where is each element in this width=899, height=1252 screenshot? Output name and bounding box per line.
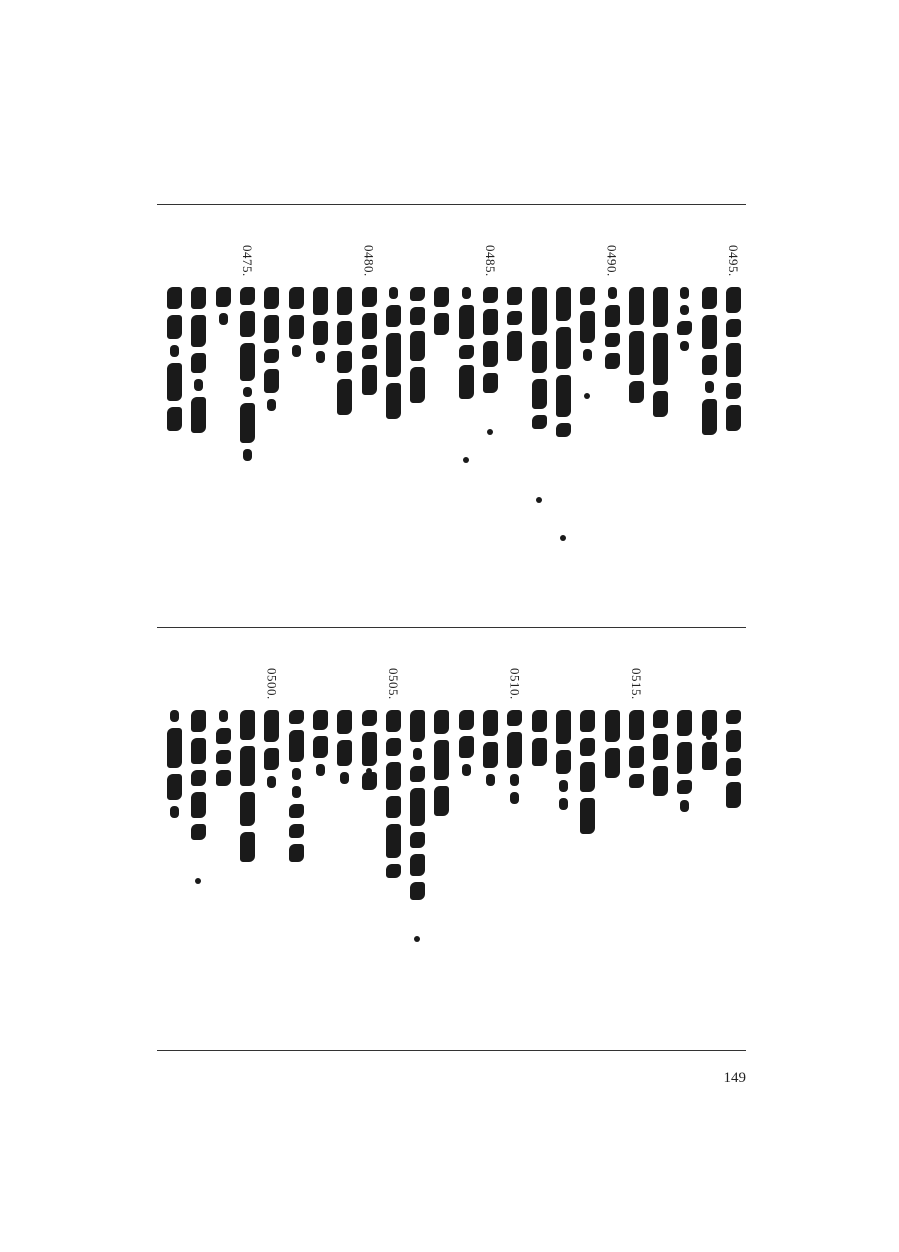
- script-word: [386, 710, 401, 732]
- script-word: [459, 365, 474, 399]
- script-word: [170, 806, 179, 818]
- punctuation-mark: [366, 768, 372, 774]
- script-word: [705, 381, 714, 393]
- text-column: [628, 245, 648, 615]
- script-word: [386, 762, 401, 790]
- script-word: [507, 710, 522, 726]
- script-word: [459, 345, 474, 359]
- script-word: [680, 800, 689, 812]
- script-word: [267, 776, 276, 788]
- script-word: [289, 315, 304, 339]
- text-column: [263, 245, 283, 615]
- script-word: [629, 746, 644, 768]
- script-word: [580, 287, 595, 305]
- script-word: [434, 287, 449, 307]
- text-column: [676, 245, 696, 615]
- punctuation-mark: [195, 878, 201, 884]
- script-word: [556, 710, 571, 744]
- script-word: [680, 305, 689, 315]
- text-column: [336, 245, 356, 615]
- script-word: [559, 798, 568, 810]
- script-word: [386, 738, 401, 756]
- line-number: 0485.: [483, 245, 498, 277]
- script-word: [410, 307, 425, 325]
- script-word: [653, 710, 668, 728]
- script-word: [483, 710, 498, 736]
- text-column: [458, 668, 478, 1038]
- text-column: [361, 245, 381, 615]
- text-column: [676, 668, 696, 1038]
- script-word: [362, 287, 377, 307]
- script-word: [410, 367, 425, 403]
- script-word: [386, 824, 401, 858]
- script-word: [191, 315, 206, 347]
- text-block-upper: [157, 245, 746, 615]
- script-word: [459, 736, 474, 758]
- script-word: [313, 287, 328, 315]
- script-word: [629, 287, 644, 325]
- text-column: [312, 245, 332, 615]
- script-word: [556, 287, 571, 321]
- script-word: [483, 287, 498, 303]
- script-word: [191, 397, 206, 433]
- script-word: [605, 748, 620, 778]
- text-column: [190, 245, 210, 615]
- script-word: [653, 391, 668, 417]
- text-column: [531, 245, 551, 615]
- script-word: [434, 740, 449, 780]
- punctuation-mark: [463, 457, 469, 463]
- script-word: [191, 353, 206, 373]
- text-column: [166, 668, 186, 1038]
- script-word: [653, 766, 668, 796]
- script-word: [191, 792, 206, 818]
- script-word: [507, 287, 522, 305]
- script-word: [532, 379, 547, 409]
- script-word: [216, 750, 231, 764]
- script-word: [532, 738, 547, 766]
- text-column: [409, 245, 429, 615]
- script-word: [653, 287, 668, 327]
- script-word: [653, 333, 668, 385]
- script-word: [386, 864, 401, 878]
- script-word: [243, 449, 252, 461]
- script-word: [462, 764, 471, 776]
- script-word: [167, 774, 182, 800]
- text-column: [579, 668, 599, 1038]
- text-column: [409, 668, 429, 1038]
- script-word: [677, 710, 692, 736]
- text-column: [555, 245, 575, 615]
- script-word: [292, 768, 301, 780]
- script-word: [702, 710, 717, 736]
- line-number: 0510.: [507, 668, 523, 700]
- script-word: [702, 742, 717, 770]
- text-column: [336, 668, 356, 1038]
- text-column: [604, 668, 624, 1038]
- script-word: [556, 750, 571, 774]
- text-column: [701, 668, 721, 1038]
- script-word: [191, 710, 206, 732]
- line-number: 0515.: [628, 668, 644, 700]
- script-word: [240, 792, 255, 826]
- script-word: [726, 782, 741, 808]
- script-word: [483, 341, 498, 367]
- script-word: [410, 854, 425, 876]
- script-word: [507, 311, 522, 325]
- text-column: [385, 668, 405, 1038]
- text-column: [288, 668, 308, 1038]
- script-word: [605, 333, 620, 347]
- script-word: [507, 331, 522, 361]
- script-word: [292, 345, 301, 357]
- script-word: [556, 423, 571, 437]
- script-word: [556, 375, 571, 417]
- script-word: [510, 792, 519, 804]
- script-word: [726, 758, 741, 776]
- script-word: [532, 287, 547, 335]
- script-word: [264, 287, 279, 309]
- text-column: [458, 245, 478, 615]
- script-word: [219, 710, 228, 722]
- script-word: [267, 399, 276, 411]
- script-word: [240, 710, 255, 740]
- script-word: [167, 363, 182, 401]
- line-number: 0495.: [726, 245, 741, 277]
- script-word: [289, 287, 304, 309]
- script-word: [559, 780, 568, 792]
- text-column: [652, 668, 672, 1038]
- line-number: 0490.: [604, 245, 620, 277]
- text-column: [166, 245, 186, 615]
- script-word: [240, 343, 255, 381]
- script-word: [240, 403, 255, 443]
- script-word: [289, 804, 304, 818]
- script-word: [386, 333, 401, 377]
- script-word: [629, 381, 644, 403]
- script-word: [410, 331, 425, 361]
- line-number: 0500.: [264, 668, 280, 700]
- script-word: [532, 341, 547, 373]
- text-column: [361, 668, 381, 1038]
- text-column: [482, 245, 502, 615]
- script-word: [410, 287, 425, 301]
- script-word: [386, 305, 401, 327]
- text-column: [239, 668, 259, 1038]
- script-word: [362, 345, 377, 359]
- script-word: [629, 774, 644, 788]
- script-word: [289, 730, 304, 762]
- script-word: [337, 710, 352, 734]
- script-word: [362, 772, 377, 790]
- script-word: [337, 287, 352, 315]
- script-word: [337, 740, 352, 766]
- text-column: [385, 245, 405, 615]
- script-word: [313, 710, 328, 730]
- punctuation-mark: [414, 936, 420, 942]
- script-word: [532, 415, 547, 429]
- script-word: [434, 313, 449, 335]
- script-word: [677, 780, 692, 794]
- punctuation-mark: [560, 535, 566, 541]
- script-word: [680, 287, 689, 299]
- text-column: [506, 245, 526, 615]
- script-word: [726, 710, 741, 724]
- script-word: [240, 287, 255, 305]
- script-word: [389, 287, 398, 299]
- script-word: [580, 762, 595, 792]
- text-column: [215, 245, 235, 615]
- script-word: [264, 748, 279, 770]
- script-word: [677, 742, 692, 774]
- script-word: [510, 774, 519, 786]
- script-word: [240, 832, 255, 862]
- text-column: [288, 245, 308, 615]
- script-word: [580, 710, 595, 732]
- text-column: [215, 668, 235, 1038]
- script-word: [316, 764, 325, 776]
- script-word: [170, 710, 179, 722]
- text-column: [604, 245, 624, 615]
- script-word: [459, 305, 474, 339]
- script-word: [386, 383, 401, 419]
- script-word: [483, 742, 498, 768]
- script-word: [413, 748, 422, 760]
- script-word: [313, 736, 328, 758]
- text-column: [531, 668, 551, 1038]
- text-column: [433, 668, 453, 1038]
- script-word: [264, 315, 279, 343]
- text-block-lower: [157, 668, 746, 1038]
- text-column: [433, 245, 453, 615]
- text-column: [555, 668, 575, 1038]
- script-word: [580, 798, 595, 834]
- script-word: [216, 728, 231, 744]
- script-word: [362, 732, 377, 766]
- line-number: 0480.: [361, 245, 377, 277]
- script-word: [483, 309, 498, 335]
- middle-rule: [157, 627, 746, 628]
- script-word: [726, 343, 741, 377]
- script-word: [386, 796, 401, 818]
- text-column: [482, 668, 502, 1038]
- script-word: [702, 287, 717, 309]
- script-word: [629, 710, 644, 740]
- script-word: [340, 772, 349, 784]
- script-word: [337, 321, 352, 345]
- script-word: [243, 387, 252, 397]
- script-word: [240, 746, 255, 786]
- script-word: [556, 327, 571, 369]
- script-word: [605, 305, 620, 327]
- script-word: [167, 407, 182, 431]
- text-column: [239, 245, 259, 615]
- script-word: [191, 770, 206, 786]
- script-word: [653, 734, 668, 760]
- script-word: [459, 710, 474, 730]
- bottom-rule: [157, 1050, 746, 1051]
- script-word: [216, 770, 231, 786]
- text-column: [506, 668, 526, 1038]
- script-word: [434, 710, 449, 734]
- text-column: [652, 245, 672, 615]
- script-word: [289, 844, 304, 862]
- script-word: [629, 331, 644, 375]
- page-number: 149: [723, 1070, 746, 1086]
- script-word: [337, 351, 352, 373]
- script-word: [726, 405, 741, 431]
- script-word: [362, 710, 377, 726]
- line-number: 0475.: [240, 245, 255, 277]
- script-word: [191, 738, 206, 764]
- script-word: [462, 287, 471, 299]
- script-word: [702, 315, 717, 349]
- script-word: [289, 824, 304, 838]
- text-column: [725, 668, 745, 1038]
- script-word: [580, 738, 595, 756]
- script-word: [434, 786, 449, 816]
- script-word: [264, 710, 279, 742]
- script-word: [726, 319, 741, 337]
- script-word: [410, 710, 425, 742]
- text-column: [579, 245, 599, 615]
- text-column: [190, 668, 210, 1038]
- script-word: [191, 824, 206, 840]
- script-word: [216, 287, 231, 307]
- script-word: [507, 732, 522, 768]
- script-word: [410, 766, 425, 782]
- script-word: [289, 710, 304, 724]
- punctuation-mark: [706, 734, 712, 740]
- script-word: [486, 774, 495, 786]
- script-word: [680, 341, 689, 351]
- script-word: [702, 399, 717, 435]
- script-word: [410, 788, 425, 826]
- script-word: [191, 287, 206, 309]
- script-word: [410, 832, 425, 848]
- script-word: [170, 345, 179, 357]
- script-word: [292, 786, 301, 798]
- script-word: [410, 882, 425, 900]
- script-word: [194, 379, 203, 391]
- text-column: [263, 668, 283, 1038]
- script-word: [608, 287, 617, 299]
- script-word: [264, 349, 279, 363]
- text-column: [701, 245, 721, 615]
- script-word: [167, 315, 182, 339]
- script-word: [362, 365, 377, 395]
- script-word: [264, 369, 279, 393]
- script-word: [580, 311, 595, 343]
- script-word: [532, 710, 547, 732]
- script-word: [583, 349, 592, 361]
- punctuation-mark: [536, 497, 542, 503]
- punctuation-mark: [584, 393, 590, 399]
- text-column: [725, 245, 745, 615]
- script-word: [167, 287, 182, 309]
- text-column: [312, 668, 332, 1038]
- punctuation-mark: [487, 429, 493, 435]
- script-word: [702, 355, 717, 375]
- script-word: [726, 287, 741, 313]
- script-word: [167, 728, 182, 768]
- script-word: [219, 313, 228, 325]
- text-column: [628, 668, 648, 1038]
- script-word: [726, 730, 741, 752]
- script-word: [605, 710, 620, 742]
- script-word: [240, 311, 255, 337]
- script-word: [313, 321, 328, 345]
- script-word: [726, 383, 741, 399]
- script-word: [677, 321, 692, 335]
- script-word: [362, 313, 377, 339]
- script-word: [605, 353, 620, 369]
- top-rule: [157, 204, 746, 205]
- script-word: [316, 351, 325, 363]
- script-word: [337, 379, 352, 415]
- script-word: [483, 373, 498, 393]
- line-number: 0505.: [385, 668, 401, 700]
